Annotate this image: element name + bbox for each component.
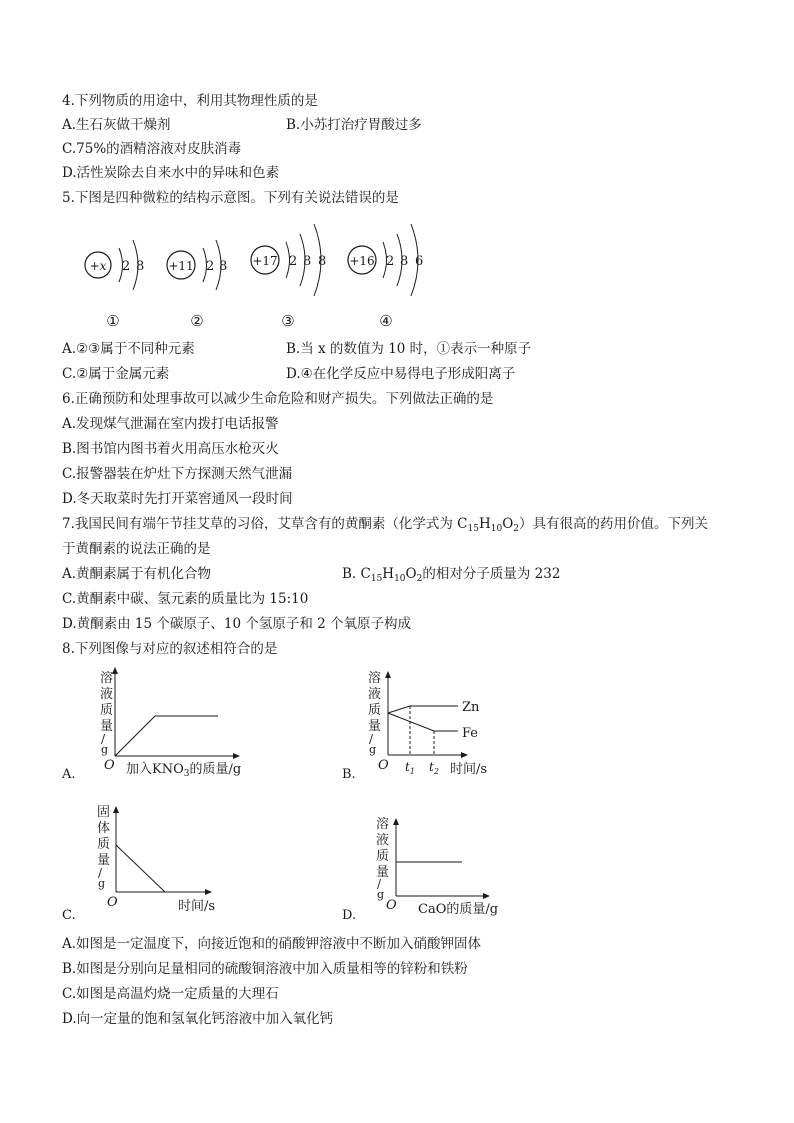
q7-option-b-prefix: B. C	[342, 566, 371, 582]
q4-option-c: C.75%的酒精溶液对皮肤消毒	[62, 141, 242, 157]
origin-label: O	[104, 758, 115, 773]
electron-count: 8	[219, 259, 228, 274]
q8-option-c: C.如图是高温灼烧一定质量的大理石	[62, 986, 279, 1002]
q5-option-b: B.当 x 的数值为 10 时，①表示一种原子	[286, 341, 532, 357]
y-axis-label-char: 固	[97, 805, 111, 820]
atom-structure-1	[85, 240, 144, 330]
origin-label: O	[386, 898, 397, 913]
y-axis-label-char: g	[101, 743, 109, 756]
graph-a	[60, 663, 280, 783]
formula-element: O	[502, 516, 514, 532]
atom-index: ②	[190, 312, 204, 330]
q8-option-a: A.如图是一定温度下，向接近饱和的硝酸钾溶液中不断加入硝酸钾固体	[62, 936, 482, 952]
x-axis-arrow	[461, 752, 468, 758]
q4-option-d: D.活性炭除去自来水中的异味和色素	[62, 165, 280, 181]
formula-element: H	[382, 566, 395, 582]
formula-subscript: 10	[490, 524, 503, 534]
q7-option-c: C.黄酮素中碳、氢元素的质量比为 15:10	[62, 591, 309, 607]
t1-sub: 1	[409, 767, 415, 776]
electron-count: 8	[136, 259, 145, 274]
y-axis-label-char: 液	[376, 833, 390, 848]
y-axis-label-char: 质	[376, 849, 390, 864]
graph-label: A.	[62, 767, 76, 782]
y-axis-label-char: g	[369, 743, 377, 756]
graph-c	[60, 800, 280, 925]
data-line	[116, 845, 165, 892]
y-axis-label-char: 溶	[368, 671, 382, 686]
data-line	[115, 716, 218, 756]
y-axis-label-char: 质	[368, 703, 382, 718]
electron-count: 8	[400, 254, 409, 269]
origin-label: O	[107, 895, 118, 910]
y-axis-label-char: 溶	[376, 817, 390, 832]
formula-subscript: 15	[467, 524, 479, 534]
graph-d	[340, 800, 530, 925]
y-axis-label-char: 量	[368, 719, 382, 734]
x-axis-label: 时间/s	[450, 762, 488, 777]
electron-count: 8	[318, 254, 327, 269]
atom-structure-4	[348, 224, 423, 330]
q6-stem: 6.正确预防和处理事故可以减少生命危险和财产损失。下列做法正确的是	[62, 391, 494, 407]
fe-line	[388, 713, 458, 731]
q4-stem: 4.下列物质的用途中，利用其物理性质的是	[62, 93, 318, 109]
graph-label: D.	[342, 908, 357, 923]
q6-option-a: A.发现煤气泄漏在室内拨打电话报警	[62, 416, 279, 432]
y-axis-arrow	[385, 671, 391, 678]
q4-option-a: A.生石灰做干燥剂	[62, 117, 171, 133]
t2-sub: 2	[433, 767, 439, 776]
formula-element: H	[478, 516, 491, 532]
graph-label: B.	[342, 767, 356, 782]
x-axis-label-text: 加入KNO	[126, 762, 184, 777]
y-axis-label-char: /	[101, 732, 106, 746]
nucleus-charge: +16	[349, 254, 375, 268]
atomic-structure-diagrams	[70, 212, 470, 337]
formula-subscript: 2	[416, 574, 423, 584]
formula-subscript: 15	[370, 574, 383, 584]
y-axis-label-char: 液	[100, 687, 114, 702]
q5-option-d: D.④在化学反应中易得电子形成阳离子	[286, 366, 516, 382]
graph-b	[340, 663, 530, 783]
electron-count: 2	[386, 254, 395, 269]
electron-count: 2	[122, 259, 131, 274]
q8-option-d: D.向一定量的饱和氢氧化钙溶液中加入氧化钙	[62, 1011, 334, 1027]
y-axis-arrow	[393, 818, 399, 825]
atom-index: ①	[106, 312, 120, 330]
series-label-fe: Fe	[462, 726, 479, 741]
electron-count: 8	[303, 254, 312, 269]
q7-stem	[62, 515, 708, 538]
y-axis-label-char: g	[377, 888, 385, 901]
q6-option-c: C.报警器装在炉灶下方探测天然气泄漏	[62, 466, 293, 482]
x-axis-label	[126, 761, 241, 779]
q7-option-b-text: 的相对分子质量为 232	[422, 566, 561, 582]
formula-subscript: 10	[394, 574, 406, 584]
zn-line	[388, 706, 458, 713]
origin-label: O	[378, 758, 389, 773]
y-axis-label-char: g	[98, 877, 106, 890]
y-axis-label-char: 液	[368, 687, 382, 702]
atom-index: ③	[281, 312, 295, 330]
electron-count: 2	[206, 259, 215, 274]
y-axis-label-char: /	[98, 866, 103, 880]
q5-option-c: C.②属于金属元素	[62, 366, 170, 382]
y-axis-label-char: /	[377, 877, 382, 891]
q7-option-d: D.黄酮素由 15 个碳原子、10 个氢原子和 2 个氧原子构成	[62, 616, 412, 632]
y-axis-label-char: 溶	[100, 671, 114, 686]
atom-structure-2	[167, 240, 227, 330]
q7-option-b	[342, 565, 560, 588]
electron-count: 2	[289, 254, 298, 269]
formula-subscript: 2	[513, 524, 520, 534]
q7-stem-text: 7.我国民间有端午节挂艾草的习俗，艾草含有的黄酮素（化学式为 C	[62, 516, 468, 532]
x-axis-arrow	[483, 893, 490, 899]
q7-stem-line2: 于黄酮素的说法正确的是	[62, 541, 211, 557]
x-axis-arrow	[233, 753, 240, 759]
nucleus-charge: +17	[252, 254, 278, 268]
q5-option-a: A.②③属于不同种元素	[62, 341, 195, 357]
t2-text: t	[429, 760, 434, 774]
y-axis-arrow	[113, 806, 119, 813]
nucleus-charge: +x	[89, 259, 107, 273]
y-axis-label-char: 质	[97, 837, 111, 852]
formula-element: O	[405, 566, 417, 582]
q8-stem: 8.下列图像与对应的叙述相符合的是	[62, 641, 278, 657]
x-axis-label-text: 的质量/g	[189, 762, 242, 777]
graph-label: C.	[62, 908, 76, 923]
q7-stem-text: ）具有很高的药用价值。下列关	[519, 516, 709, 532]
y-axis-label-char: 量	[97, 853, 111, 868]
y-axis-label-char: 体	[97, 821, 111, 836]
atom-structure-3	[251, 224, 326, 330]
x-axis-arrow	[205, 889, 212, 895]
series-label-zn: Zn	[462, 700, 480, 715]
x-axis-label: CaO的质量/g	[418, 902, 499, 917]
atom-index: ④	[379, 312, 393, 330]
y-axis-label-char: 质	[100, 703, 114, 718]
q8-option-b: B.如图是分别向足量相同的硫酸铜溶液中加入质量相等的锌粉和铁粉	[62, 961, 468, 977]
electron-count: 6	[415, 254, 424, 269]
q6-option-d: D.冬天取菜时先打开菜窖通风一段时间	[62, 491, 293, 507]
t1-label	[405, 760, 415, 776]
y-axis-label-char: /	[369, 732, 374, 746]
q4-option-b: B.小苏打治疗胃酸过多	[286, 117, 422, 133]
q7-option-a: A.黄酮素属于有机化合物	[62, 566, 212, 582]
nucleus-charge: +11	[168, 259, 194, 273]
t1-text: t	[405, 760, 410, 774]
y-axis-label-char: 量	[376, 865, 390, 880]
t2-label	[429, 760, 439, 776]
q5-stem: 5.下图是四种微粒的结构示意图。下列有关说法错误的是	[62, 190, 399, 206]
q6-option-b: B.图书馆内图书着火用高压水枪灭火	[62, 441, 279, 457]
x-axis-label-sub: 3	[183, 769, 190, 779]
y-axis-label-char: 量	[100, 719, 114, 734]
x-axis-label: 时间/s	[178, 899, 216, 914]
